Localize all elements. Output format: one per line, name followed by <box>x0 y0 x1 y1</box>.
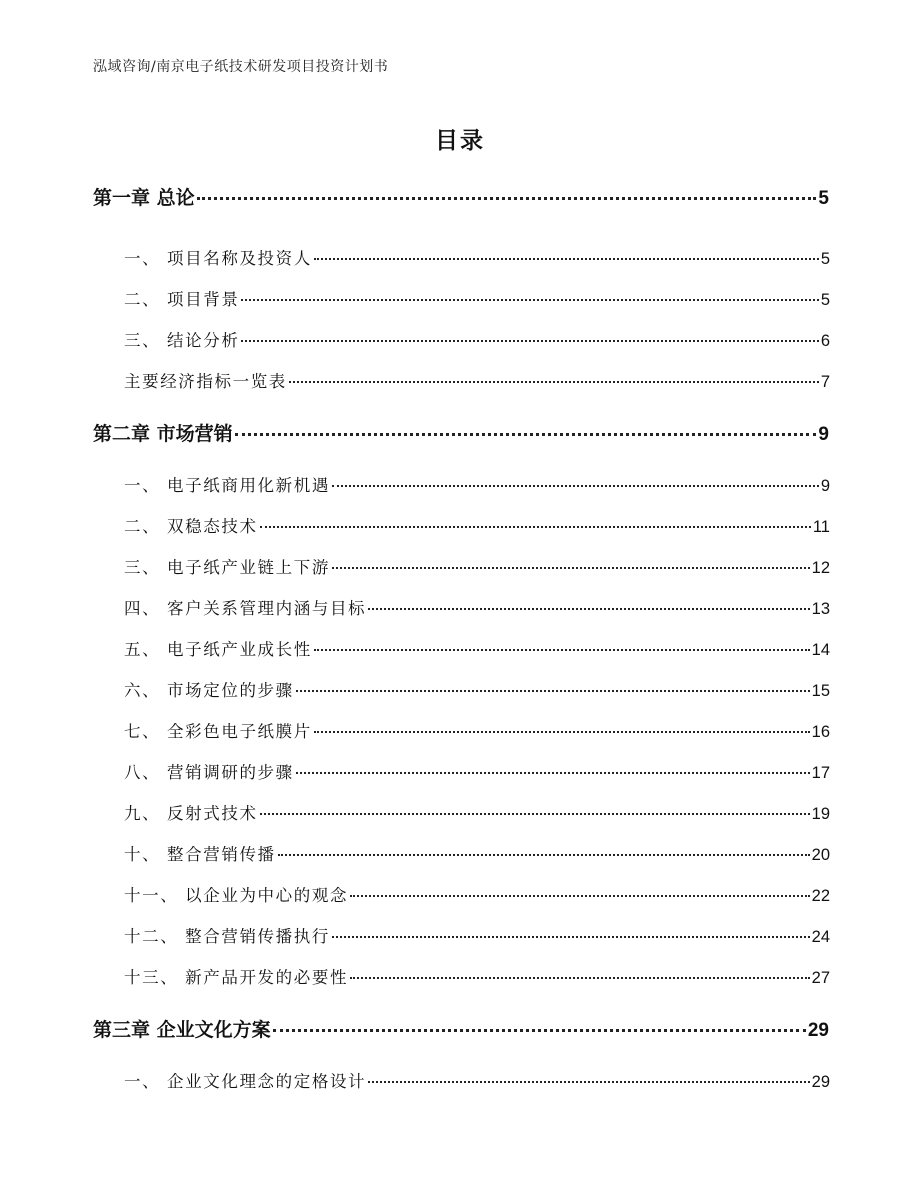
toc-chapter-entry[interactable] <box>93 183 829 210</box>
toc-entry-title: 十二、 整合营销传播执行 <box>124 927 330 946</box>
toc-dot-leader <box>332 485 819 487</box>
toc-dot-leader <box>235 433 817 436</box>
toc-dot-leader <box>314 731 810 733</box>
toc-entry-title: 第一章 总论 <box>93 187 195 209</box>
toc-section-entry[interactable] <box>124 677 830 701</box>
toc-entry-title: 二、 项目背景 <box>124 290 240 309</box>
toc-dot-leader <box>314 649 810 651</box>
toc-page-number: 5 <box>820 291 830 309</box>
toc-page-number: 12 <box>811 559 830 577</box>
toc-dot-leader <box>332 936 810 938</box>
toc-section-entry[interactable] <box>124 636 830 660</box>
toc-dot-leader <box>197 197 817 200</box>
toc-page-number: 14 <box>811 641 830 659</box>
toc-page-number: 29 <box>811 1073 830 1091</box>
toc-page-number: 17 <box>811 764 830 782</box>
toc-section-entry[interactable] <box>124 882 830 906</box>
toc-dot-leader <box>296 690 810 692</box>
toc-dot-leader <box>296 772 810 774</box>
toc-section-entry[interactable] <box>124 554 830 578</box>
toc-entry-title: 二、 双稳态技术 <box>124 517 258 536</box>
toc-dot-leader <box>273 1029 806 1032</box>
toc-dot-leader <box>368 1081 809 1083</box>
toc-page-number: 16 <box>811 723 830 741</box>
toc-section-entry[interactable] <box>124 286 830 310</box>
toc-entry-title: 五、 电子纸产业成长性 <box>124 640 312 659</box>
toc-section-entry[interactable] <box>124 800 830 824</box>
toc-dot-leader <box>314 258 819 260</box>
toc-section-entry[interactable] <box>124 595 830 619</box>
toc-entry-title: 六、 市场定位的步骤 <box>124 681 294 700</box>
toc-title: 目录 <box>435 128 485 154</box>
toc-page-number: 22 <box>811 887 830 905</box>
toc-page-number: 11 <box>812 518 830 536</box>
toc-section-entry[interactable] <box>124 368 830 392</box>
toc-page-number: 24 <box>811 928 830 946</box>
toc-dot-leader <box>350 895 810 897</box>
toc-dot-leader <box>241 299 818 301</box>
toc-entry-title: 主要经济指标一览表 <box>124 372 287 391</box>
toc-entry-title: 一、 企业文化理念的定格设计 <box>124 1072 367 1091</box>
toc-entry-title: 一、 电子纸商用化新机遇 <box>124 476 330 495</box>
toc-dot-leader <box>332 567 810 569</box>
toc-page-number: 9 <box>820 477 830 495</box>
toc-page-number: 13 <box>811 600 830 618</box>
toc-entry-title: 三、 电子纸产业链上下游 <box>124 558 330 577</box>
toc-entry-title: 四、 客户关系管理内涵与目标 <box>124 599 367 618</box>
toc-page-number: 6 <box>820 332 830 350</box>
toc-page-number: 9 <box>818 424 829 445</box>
toc-entry-title: 第二章 市场营销 <box>93 423 233 445</box>
toc-entry-title: 十、 整合营销传播 <box>124 845 276 864</box>
toc-section-entry[interactable] <box>124 964 830 988</box>
toc-section-entry[interactable] <box>124 245 830 269</box>
toc-entry-title: 第三章 企业文化方案 <box>93 1019 271 1041</box>
toc-entry-title: 十三、 新产品开发的必要性 <box>124 968 349 987</box>
toc-chapter-entry[interactable] <box>93 419 829 446</box>
toc-dot-leader <box>368 608 809 610</box>
toc-section-entry[interactable] <box>124 841 830 865</box>
toc-dot-leader <box>289 381 819 383</box>
toc-entry-title: 一、 项目名称及投资人 <box>124 249 312 268</box>
toc-entry-title: 九、 反射式技术 <box>124 804 258 823</box>
toc-section-entry[interactable] <box>124 1068 830 1092</box>
toc-entry-title: 三、 结论分析 <box>124 331 240 350</box>
toc-entry-title: 十一、 以企业为中心的观念 <box>124 886 349 905</box>
toc-dot-leader <box>260 526 811 528</box>
toc-dot-leader <box>350 977 810 979</box>
toc-entry-title: 七、 全彩色电子纸膜片 <box>124 722 312 741</box>
toc-section-entry[interactable] <box>124 718 830 742</box>
toc-dot-leader <box>260 813 810 815</box>
toc-page-number: 29 <box>807 1020 829 1041</box>
toc-section-entry[interactable] <box>124 513 830 537</box>
toc-entry-title: 八、 营销调研的步骤 <box>124 763 294 782</box>
toc-chapter-entry[interactable] <box>93 1015 829 1042</box>
toc-section-entry[interactable] <box>124 759 830 783</box>
toc-page-number: 20 <box>811 846 830 864</box>
toc-page-number: 15 <box>811 682 830 700</box>
toc-section-entry[interactable] <box>124 472 830 496</box>
running-header: 泓域咨询/南京电子纸技术研发项目投资计划书 <box>93 59 389 75</box>
toc-page-number: 5 <box>818 188 829 209</box>
toc-page-number: 19 <box>811 805 830 823</box>
toc-dot-leader <box>241 340 818 342</box>
toc-dot-leader <box>278 854 810 856</box>
toc-section-entry[interactable] <box>124 923 830 947</box>
toc-section-entry[interactable] <box>124 327 830 351</box>
toc-page-number: 27 <box>811 969 830 987</box>
toc-page-number: 7 <box>820 373 830 391</box>
toc-page-number: 5 <box>820 250 830 268</box>
